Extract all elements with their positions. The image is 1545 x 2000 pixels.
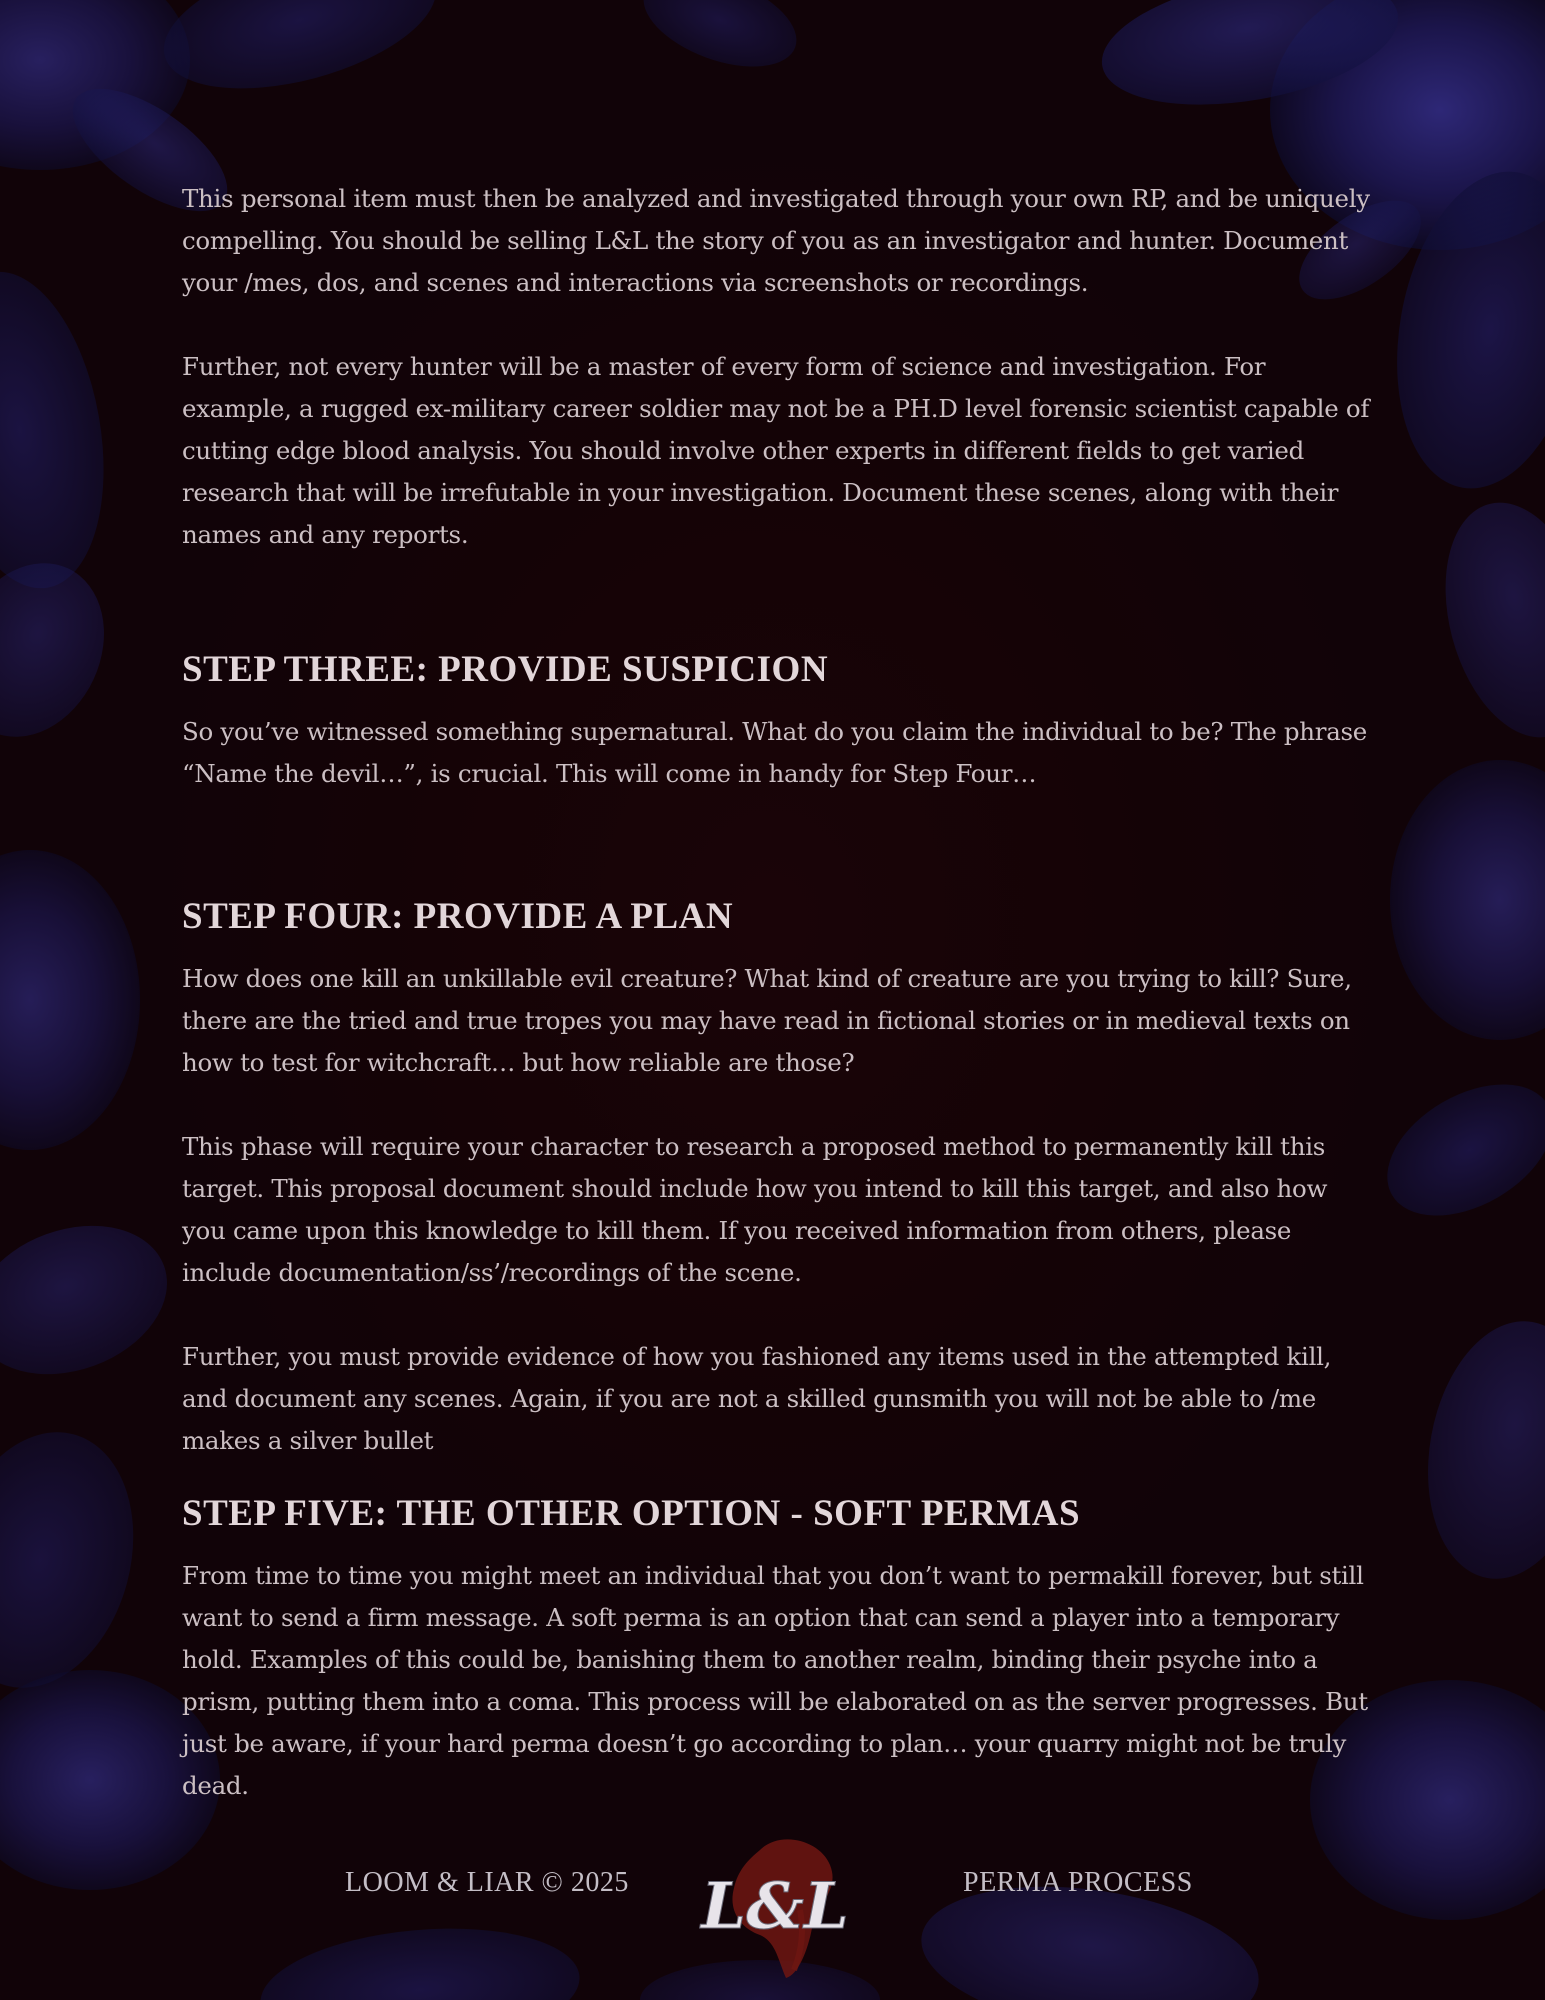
step-four-paragraph-research: This phase will require your character to research a proposed method to permanently kill this target. This proposal document should include how you intend to kill this target, and also how you came upon this knowledge to kill them. If you received information from others, please include documentation/ss’/recordings of the scene. (182, 1132, 1328, 1287)
footer-section-title: PERMA PROCESS (963, 1867, 1193, 1898)
step-four-paragraph-evidence: Further, you must provide evidence of how you fashioned any items used in the attempted kill, and document any scenes. Again, if you are not a skilled gunsmith you will not be able to /me makes a silver bullet (182, 1342, 1332, 1455)
logo-monogram: L&L (701, 1869, 849, 1944)
intro-paragraph-item-analysis: This personal item must then be analyzed and investigated through your own RP, and be uniquely compelling. You should be selling L&L the story of you as an investigator and hunter. Document your /mes, dos, and scenes and interactions via screenshots or recordings. (182, 184, 1370, 297)
step-four-heading: STEP FOUR: PROVIDE A PLAN (182, 896, 734, 937)
step-four-paragraph-intro: How does one kill an unkillable evil creature? What kind of creature are you trying to kill? Sure, there are the tried and true tropes you may have read in fictional stories or in medieval texts on how to test for witchcraft… but how reliable are those? (182, 964, 1352, 1077)
blood-splatter-logo (690, 1810, 860, 1980)
step-three-heading: STEP THREE: PROVIDE SUSPICION (182, 649, 829, 690)
document-body (182, 178, 1372, 1807)
step-five-paragraph: From time to time you might meet an individual that you don’t want to permakill forever, but still want to send a firm message. A soft perma is an option that can send a player into a temporary hold. Examples of this could be, banishing them to another realm, binding their psyche into a prism, putting them into a coma. This process will be elaborated on as the server progresses. But just be aware, if your hard perma doesn’t go according to plan… your quarry might not be truly dead. (182, 1561, 1368, 1800)
footer-copyright: LOOM & LIAR © 2025 (345, 1867, 629, 1898)
step-three-paragraph: So you’ve witnessed something supernatural. What do you claim the individual to be? The phrase “Name the devil…”, is crucial. This will come in handy for Step Four… (182, 717, 1367, 788)
intro-paragraph-experts: Further, not every hunter will be a master of every form of science and investigation. For example, a rugged ex-military career soldier may not be a PH.D level forensic scientist capable of cutting edge blood analysis. You should involve other experts in different fields to get varied research that will be irrefutable in your investigation. Document these scenes, along with their names and any reports. (182, 352, 1370, 549)
step-five-heading: STEP FIVE: THE OTHER OPTION - SOFT PERMAS (182, 1493, 1081, 1534)
